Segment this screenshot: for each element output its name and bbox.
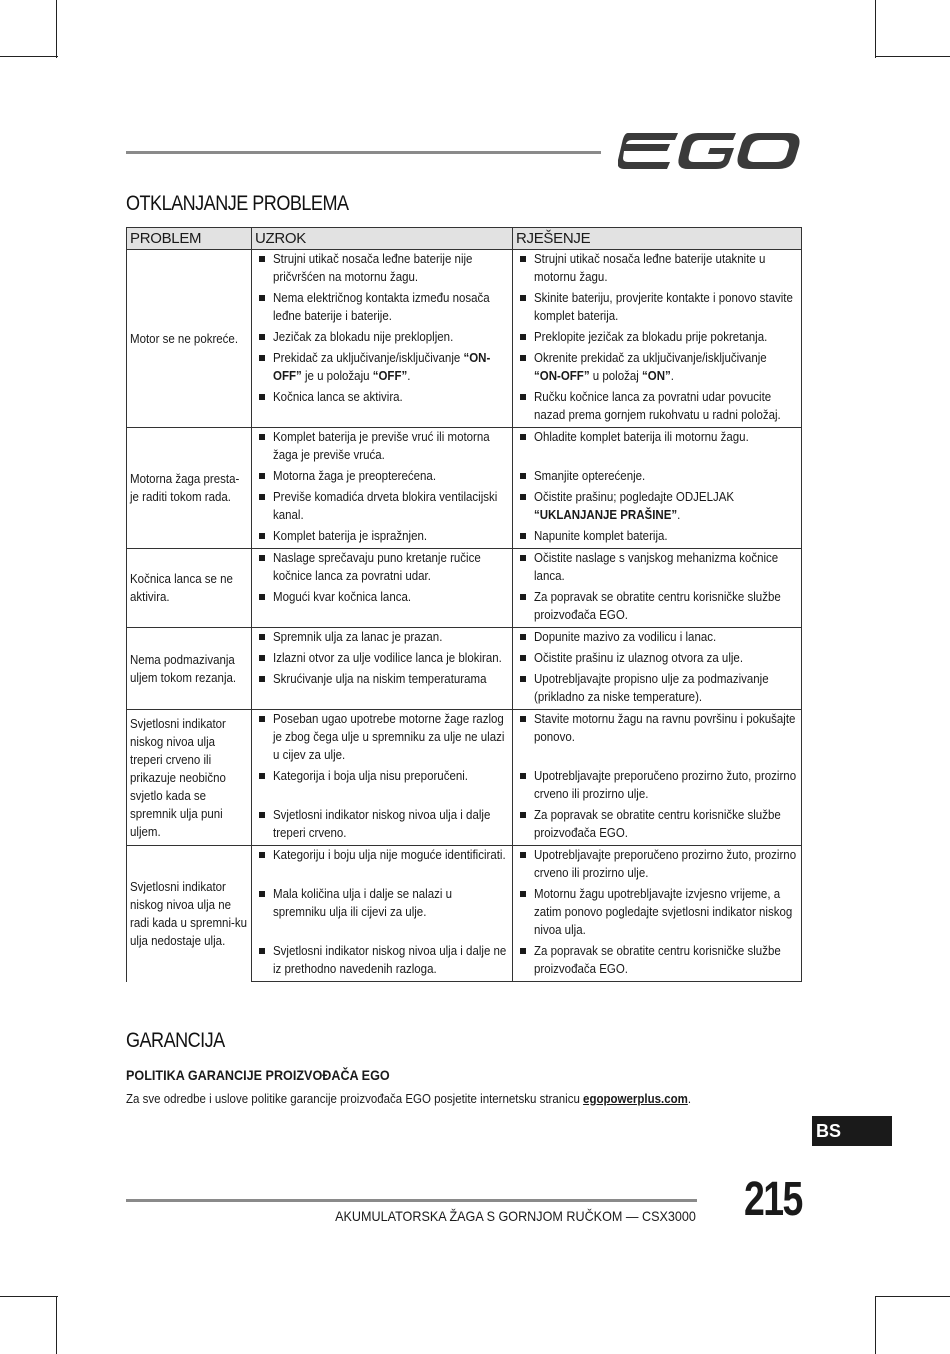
solution-cell [513, 467, 802, 488]
cause-item [255, 428, 509, 464]
cause-item [255, 942, 509, 978]
bullet-icon [259, 494, 265, 500]
cause-text: Poseban ugao upotrebe motorne žage razlog je zbog čega ulje u spremniku za ulje ne ulazi u cijev za ulje. [273, 712, 505, 762]
cause-item [255, 649, 509, 667]
bullet-icon [259, 634, 265, 640]
bullet-icon [520, 295, 526, 301]
bullet-icon [259, 355, 265, 361]
solution-item [516, 527, 798, 545]
solution-cell [513, 649, 802, 670]
bullet-icon [520, 555, 526, 561]
bullet-icon [259, 295, 265, 301]
solution-cell [513, 488, 802, 527]
solution-text: Preklopite jezičak za blokadu prije pokretanja. [534, 330, 768, 344]
cause-item [255, 710, 509, 764]
warranty-title: GARANCIJA [126, 1029, 225, 1052]
bullet-icon [259, 555, 265, 561]
bullet-icon [520, 434, 526, 440]
cause-item [255, 328, 509, 346]
solution-item [516, 467, 798, 485]
bullet-icon [259, 256, 265, 262]
problem-text: Nema podmazivanja uljem tokom rezanja. [130, 652, 237, 685]
bullet-icon [520, 394, 526, 400]
cause-cell [252, 670, 513, 710]
solution-cell [513, 628, 802, 650]
bullet-icon [520, 655, 526, 661]
bullet-icon [520, 256, 526, 262]
table-row [127, 628, 802, 650]
cause-cell [252, 349, 513, 388]
table-row [127, 846, 802, 886]
section-title: OTKLANJANJE PROBLEMA [126, 192, 349, 215]
cause-text: Previše komadića drveta blokira ventilacijski kanal. [273, 490, 498, 522]
footer-rule [126, 1199, 697, 1202]
problem-cell [127, 710, 252, 846]
cause-text: Komplet baterija je ispražnjen. [273, 529, 428, 543]
solution-text: Napunite komplet baterija. [534, 529, 668, 543]
bullet-icon [520, 634, 526, 640]
solution-text: Očistite prašinu; pogledajte ODJELJAK “UKLANJANJE PRAŠINE”. [534, 490, 735, 522]
cause-item [255, 885, 509, 921]
column-header-cause: UZROK [252, 228, 513, 250]
bullet-icon [259, 394, 265, 400]
solution-text: Motornu žagu upotrebljavajte izvjesno vrijeme, a zatim ponovo pogledajte svjetlosni indikator niskog nivoa ulja. [534, 887, 793, 937]
bullet-icon [259, 812, 265, 818]
solution-cell [513, 250, 802, 290]
problem-text: Motor se ne pokreće. [130, 331, 239, 346]
cause-text: Komplet baterija je previše vruć ili motorna žaga je previše vruća. [273, 430, 490, 462]
bullet-icon [259, 676, 265, 682]
table-body [127, 250, 802, 982]
solution-text: Za popravak se obratite centru korisničke službe proizvođača EGO. [534, 808, 781, 840]
solution-text: Upotrebljavajte preporučeno prozirno žuto, prozirno crveno ili prozirno ulje. [534, 769, 797, 801]
bullet-icon [520, 891, 526, 897]
warranty-body: Za sve odredbe i uslove politike garancije proizvođača EGO posjetite internetsku stranicu [126, 1092, 584, 1106]
warranty-subtitle: POLITIKA GARANCIJE PROIZVOĐAČA EGO [126, 1067, 390, 1083]
solution-cell [513, 549, 802, 589]
problem-text: Svjetlosni indikator niskog nivoa ulja ne radi kada u spremni-ku ulja nedostaje ulja. [130, 879, 247, 948]
solution-item [516, 388, 798, 424]
solution-item [516, 767, 798, 803]
cause-text: Kategoriju i boju ulja nije moguće identificirati. [273, 848, 506, 862]
cause-item [255, 488, 509, 524]
solution-item [516, 885, 798, 939]
solution-cell [513, 767, 802, 806]
cause-cell [252, 488, 513, 527]
table-row [127, 250, 802, 290]
cause-item [255, 588, 509, 606]
warranty-text [126, 1092, 691, 1106]
solution-text: Stavite motornu žagu na ravnu površinu i pokušajte ponovo. [534, 712, 796, 744]
bullet-icon [520, 473, 526, 479]
cause-cell [252, 588, 513, 628]
bullet-icon [520, 676, 526, 682]
bullet-icon [259, 533, 265, 539]
footer-text: AKUMULATORSKA ŽAGA S GORNJOM RUČKOM — CSX3000 [335, 1208, 696, 1224]
cause-cell [252, 250, 513, 290]
table-row [127, 710, 802, 768]
warranty-link[interactable]: egopowerplus.com [583, 1092, 688, 1106]
bullet-icon [259, 948, 265, 954]
bullet-icon [520, 852, 526, 858]
cause-cell [252, 767, 513, 806]
cause-item [255, 250, 509, 286]
header-rule [126, 151, 601, 154]
problem-cell [127, 549, 252, 628]
cause-item [255, 628, 509, 646]
problem-cell [127, 846, 252, 982]
bullet-icon [259, 594, 265, 600]
cause-text: Mala količina ulja i dalje se nalazi u spremniku ulja ili cijevi za ulje. [273, 887, 452, 919]
cause-item [255, 670, 509, 688]
cause-cell [252, 328, 513, 349]
cause-text: Izlazni otvor za ulje vodilice lanca je blokiran. [273, 651, 502, 665]
solution-text: Strujni utikač nosača leđne baterije utaknite u motornu žagu. [534, 252, 766, 284]
solution-text: Smanjite opterećenje. [534, 469, 646, 483]
cause-cell [252, 527, 513, 549]
bullet-icon [259, 716, 265, 722]
solution-cell [513, 846, 802, 886]
solution-text: Ohladite komplet baterija ili motornu žagu. [534, 430, 749, 444]
cause-text: Kategorija i boja ulja nisu preporučeni. [273, 769, 468, 783]
solution-cell [513, 527, 802, 549]
bullet-icon [259, 655, 265, 661]
cause-cell [252, 549, 513, 589]
solution-cell [513, 388, 802, 428]
language-tab: BS [812, 1116, 892, 1146]
table-row [127, 428, 802, 468]
crop-mark [875, 56, 950, 57]
solution-text: Dopunite mazivo za vodilicu i lanac. [534, 630, 717, 644]
ego-logo [618, 131, 800, 171]
cause-text: Skrućivanje ulja na niskim temperaturama [273, 672, 487, 686]
solution-cell [513, 670, 802, 710]
cause-cell [252, 885, 513, 942]
page-number: 215 [744, 1173, 802, 1226]
cause-text: Strujni utikač nosača leđne baterije nije pričvršćen na motornu žagu. [273, 252, 473, 284]
crop-mark [875, 1296, 876, 1354]
solution-cell [513, 349, 802, 388]
solution-cell [513, 806, 802, 846]
cause-cell [252, 388, 513, 428]
bullet-icon [520, 773, 526, 779]
bullet-icon [520, 494, 526, 500]
cause-text: Spremnik ulja za lanac je prazan. [273, 630, 443, 644]
cause-text: Nema električnog kontakta između nosača leđne baterije i baterije. [273, 291, 490, 323]
solution-text: Upotrebljavajte propisno ulje za podmazivanje (prikladno za niske temperature). [534, 672, 769, 704]
bullet-icon [259, 852, 265, 858]
solution-text: Okrenite prekidač za uključivanje/isključivanje “ON-OFF” u položaj “ON”. [534, 351, 767, 383]
crop-mark [0, 56, 58, 57]
problem-text: Svjetlosni indikator niskog nivoa ulja treperi crveno ili prikazuje neobično svjetlo kada se spremnik ulja puni uljem. [130, 716, 226, 839]
cause-item [255, 806, 509, 842]
bullet-icon [520, 948, 526, 954]
solution-item [516, 628, 798, 646]
bullet-icon [259, 473, 265, 479]
bullet-icon [259, 773, 265, 779]
cause-item [255, 549, 509, 585]
problem-text: Kočnica lanca se ne aktivira. [130, 572, 233, 604]
solution-cell [513, 588, 802, 628]
solution-item [516, 549, 798, 585]
cause-text: Svjetlosni indikator niskog nivoa ulja i dalje treperi crveno. [273, 808, 491, 840]
cause-cell [252, 467, 513, 488]
bullet-icon [520, 533, 526, 539]
solution-cell [513, 885, 802, 942]
cause-text: Svjetlosni indikator niskog nivoa ulja i dalje ne iz prethodno navedenih razloga. [273, 944, 507, 976]
cause-cell [252, 710, 513, 768]
problem-cell [127, 628, 252, 710]
cause-cell [252, 649, 513, 670]
crop-mark [875, 1296, 950, 1297]
solution-item [516, 428, 798, 446]
solution-text: Ručku kočnice lanca za povratni udar povucite nazad prema gornjem rukohvatu u radni položaj. [534, 390, 781, 422]
troubleshooting-table [126, 227, 802, 982]
problem-text: Motorna žaga presta-je raditi tokom rada. [130, 472, 240, 504]
solution-text: Upotrebljavajte preporučeno prozirno žuto, prozirno crveno ili prozirno ulje. [534, 848, 797, 880]
cause-cell [252, 846, 513, 886]
column-header-problem: PROBLEM [127, 228, 252, 250]
bullet-icon [259, 334, 265, 340]
cause-item [255, 349, 509, 385]
cause-text: Jezičak za blokadu nije preklopljen. [273, 330, 454, 344]
solution-item [516, 710, 798, 746]
solution-text: Za popravak se obratite centru korisničke službe proizvođača EGO. [534, 590, 781, 622]
solution-item [516, 649, 798, 667]
solution-cell [513, 710, 802, 768]
cause-item [255, 767, 509, 785]
solution-cell [513, 328, 802, 349]
solution-item [516, 942, 798, 978]
solution-item [516, 806, 798, 842]
crop-mark [56, 0, 57, 58]
cause-cell [252, 289, 513, 328]
cause-text: Naslage sprečavaju puno kretanje ručice kočnice lanca za povratni udar. [273, 551, 481, 583]
crop-mark [875, 0, 876, 58]
solution-cell [513, 428, 802, 468]
bullet-icon [520, 812, 526, 818]
cause-cell [252, 806, 513, 846]
cause-item [255, 467, 509, 485]
solution-item [516, 349, 798, 385]
bullet-icon [520, 355, 526, 361]
solution-text: Skinite bateriju, provjerite kontakte i ponovo stavite komplet baterija. [534, 291, 793, 323]
bullet-icon [520, 594, 526, 600]
cause-text: Kočnica lanca se aktivira. [273, 390, 403, 404]
solution-item [516, 328, 798, 346]
cause-text: Motorna žaga je preopterećena. [273, 469, 437, 483]
cause-cell [252, 942, 513, 982]
cause-item [255, 527, 509, 545]
solution-item [516, 846, 798, 882]
problem-cell [127, 428, 252, 549]
bullet-icon [259, 891, 265, 897]
crop-mark [56, 1296, 57, 1354]
solution-cell [513, 289, 802, 328]
solution-item [516, 289, 798, 325]
solution-text: Očistite prašinu iz ulaznog otvora za ulje. [534, 651, 744, 665]
solution-text: Očistite naslage s vanjskog mehanizma kočnice lanca. [534, 551, 779, 583]
bullet-icon [520, 716, 526, 722]
bullet-icon [259, 434, 265, 440]
cause-text: Prekidač za uključivanje/isključivanje “ON-OFF” je u položaju “OFF”. [273, 351, 491, 383]
cause-item [255, 289, 509, 325]
column-header-solution: RJEŠENJE [513, 228, 802, 250]
crop-mark [0, 1296, 58, 1297]
bullet-icon [520, 334, 526, 340]
solution-item [516, 670, 798, 706]
warranty-end: . [687, 1092, 692, 1106]
solution-text: Za popravak se obratite centru korisničke službe proizvođača EGO. [534, 944, 781, 976]
solution-item [516, 588, 798, 624]
cause-cell [252, 428, 513, 468]
solution-item [516, 488, 798, 524]
cause-cell [252, 628, 513, 650]
table-header-row [127, 228, 802, 250]
problem-cell [127, 250, 252, 428]
cause-item [255, 388, 509, 406]
cause-text: Mogući kvar kočnica lanca. [273, 590, 412, 604]
solution-cell [513, 942, 802, 982]
solution-item [516, 250, 798, 286]
table-row [127, 549, 802, 589]
cause-item [255, 846, 509, 864]
